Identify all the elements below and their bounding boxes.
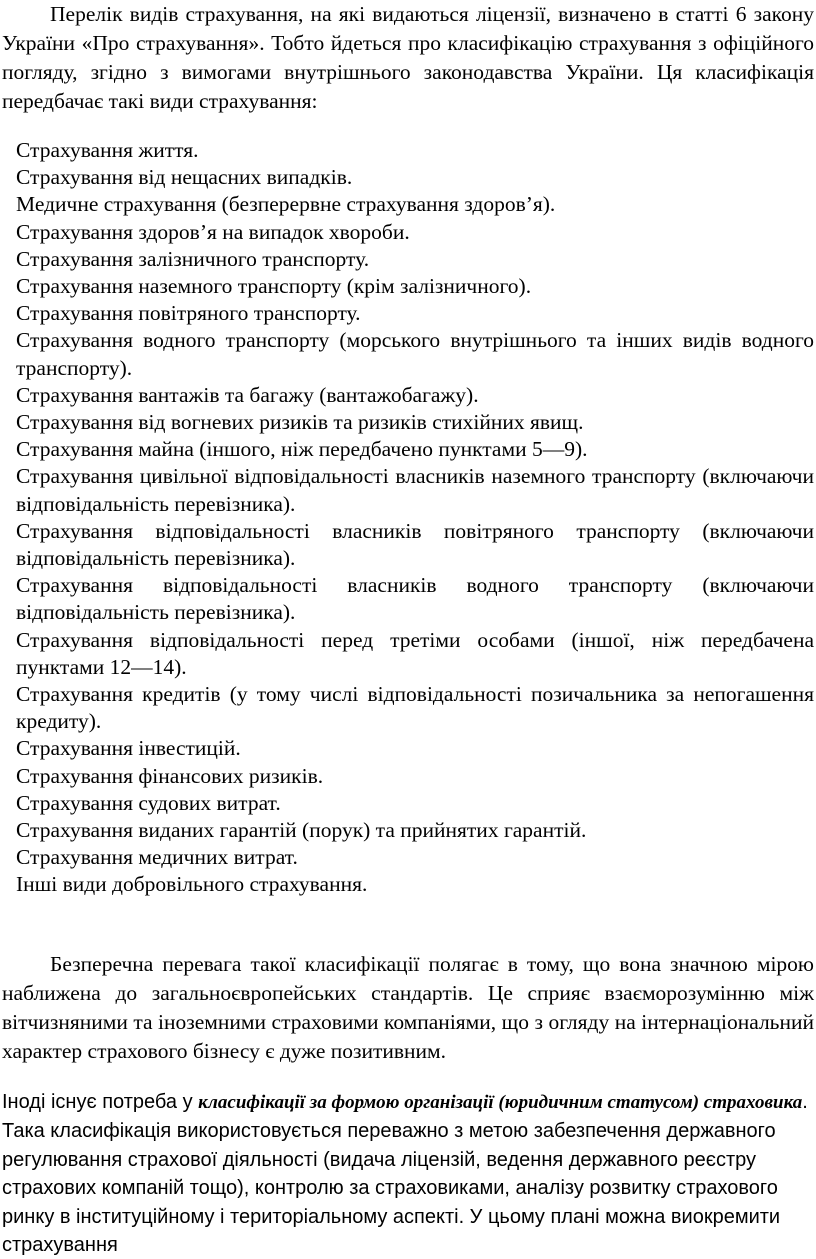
list-item: Медичне страхування (безперервне страхування здоров’я).	[16, 192, 556, 217]
list-item: Страхування від вогневих ризиків та ризиків стихійних явищ.	[16, 410, 584, 435]
list-item: Страхування судових витрат.	[16, 790, 281, 815]
list-item: Страхування здоров’я на випадок хвороби.	[16, 219, 410, 244]
list-item: Страхування медичних витрат.	[16, 845, 298, 870]
list-item: Страхування майна (іншого, ніж передбачено пунктами 5—9).	[16, 437, 588, 462]
list-item: Страхування відповідальності перед третіми особами (іншої, ніж передбачена пунктами 12—14).	[16, 627, 814, 679]
conclusion-paragraph: Безперечна перевага такої класифікації полягає в тому, що вона значною мірою наближена до загальноєвропейських стандартів. Це сприяє взаєморозумінню між вітчизняними та іноземними страховими компаніями, що з огляду на інтернаціональний характер страхового бізнесу є дуже позитивним.	[2, 952, 814, 1063]
list-item: Страхування наземного транспорту (крім залізничного).	[16, 274, 532, 299]
list-item: Інші види добровільного страхування.	[16, 872, 368, 897]
list-item: Страхування виданих гарантій (порук) та прийнятих гарантій.	[16, 818, 587, 843]
list-item: Страхування від нещасних випадків.	[16, 165, 353, 190]
list-item: Страхування водного транспорту (морського внутрішнього та інших видів водного транспорту).	[16, 328, 814, 380]
list-item: Страхування життя.	[16, 138, 199, 162]
list-item: Страхування повітряного транспорту.	[16, 301, 361, 326]
organization-form-paragraph	[0, 1088, 816, 1259]
intro-paragraph: Перелік видів страхування, на які видаються ліцензії, визначено в статті 6 закону України «Про страхування». Тобто йдеться про класифікацію страхування з офіційного погляду, згідно з вимогами внутрішнього законодавства України. Ця класифікація передбачає такі види страхування:	[2, 2, 814, 113]
list-item: Страхування вантажів та багажу (вантажобагажу).	[16, 382, 479, 407]
list-item: Страхування фінансових ризиків.	[16, 763, 324, 788]
insurance-types-list	[16, 137, 814, 899]
list-item: Страхування відповідальності власників водного транспорту (включаючи відповідальність перевізника).	[16, 573, 814, 625]
list-item: Страхування кредитів (у тому числі відповідальності позичальника за непогашення кредиту).	[16, 682, 814, 734]
paragraph-rest-text: . Така класифікація використовується переважно з метою забезпечення державного регулювання страхової діяльності (видача ліцензій, ведення державного реєстру страхових компаній тощо), контролю за страховиками, аналізу розвитку страхового ринку в інституційному і територіальному аспекті. У цьому плані можна виокремити страхування	[2, 1091, 808, 1257]
list-item: Страхування залізничного транспорту.	[16, 246, 370, 271]
paragraph-lead-text: Іноді існує потреба у	[2, 1091, 199, 1113]
list-item: Страхування інвестицій.	[16, 736, 241, 761]
list-item: Страхування цивільної відповідальності власників наземного транспорту (включаючи відповідальність перевізника).	[16, 464, 814, 516]
emphasized-term: класифікації за формою організації (юридичним статусом) страховика	[198, 1092, 803, 1113]
list-item: Страхування відповідальності власників повітряного транспорту (включаючи відповідальність перевізника).	[16, 518, 814, 571]
